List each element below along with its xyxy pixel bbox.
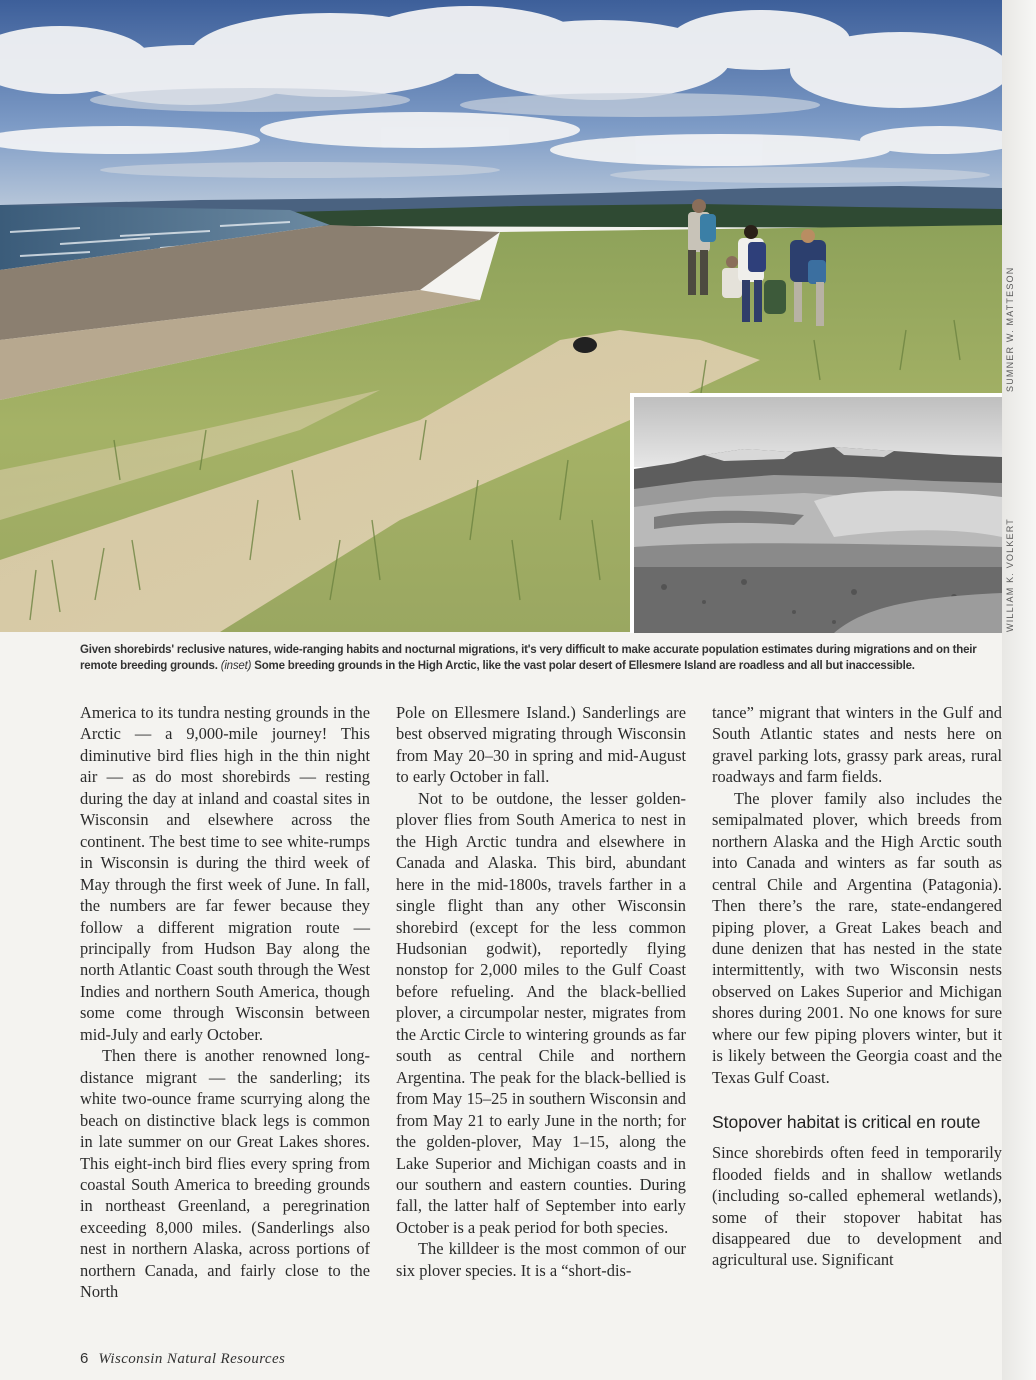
- article-column-3: [712, 702, 1002, 1271]
- paragraph: Since shorebirds often feed in temporarily flooded fields and in shallow wetlands (including so-called ephemeral wetlands), some of their stopover habitat has disappeared due to development and agricultural use. Significant: [712, 1143, 1002, 1270]
- paragraph: America to its tundra nesting grounds in the Arctic — a 9,000-mile journey! This diminutive bird flies high in the thin night air — as do most shorebirds — resting during the day at inland and coastal sites in Wisconsin and elsewhere across the continent. The best time to see white-rumps in Wisconsin is during the third week of May through the first week of June. In fall, the numbers are far fewer because they follow a different migration route — principally from Hudson Bay along the north Atlantic Coast south through the West Indies and northern South America, though some come through Wisconsin between mid-July and early October.: [80, 703, 370, 1044]
- page-footer: [80, 1350, 285, 1368]
- paragraph: The plover family also includes the semipalmated plover, which breeds from northern Alaska and the High Arctic south into Canada and winters as far south as central Chile and Argentina (Patagonia). Then there’s the rare, state-endangered piping plover, a Great Lakes beach and dune denizen that has nested in the state intermittently, with two Wisconsin nests observed on Lakes Superior and Michigan shores during 2001. No one knows for sure where our few piping plovers winter, but it is likely between the Georgia coast and the Texas Gulf Coast.: [712, 788, 1002, 1087]
- section-subhead: Stopover habitat is critical en route: [712, 1112, 981, 1133]
- main-photo-credit: SUMNER W. MATTESON: [1005, 266, 1015, 392]
- paragraph: tance” migrant that winters in the Gulf and South Atlantic states and nests here on gravel parking lots, grassy park areas, rural roadways and farm fields.: [712, 703, 1002, 787]
- inset-photo: [630, 393, 1002, 633]
- paragraph: Not to be outdone, the lesser golden-plover flies from South America to nest in the High Arctic tundra and elsewhere in Canada and Alaska. This bird, abundant here in the mid-1800s, travels farther in a single flight than any other Wisconsin shorebird (except for the less common Hudsonian godwit), reportedly flying nonstop for 2,000 miles to the Gulf Coast before refueling. And the black-bellied plover, a circumpolar nester, migrates from the Arctic Circle to wintering grounds as far south as central Chile and northern Argentina. The peak for the black-bellied is from May 15–25 in southern Wisconsin and from May 21 to early June in the north; for the golden-plover, May 1–15, along the Lake Superior and Michigan coasts and in our southern and eastern counties. During fall, the latter half of September into early October is a peak period for both species.: [396, 788, 686, 1237]
- paragraph: Then there is another renowned long-distance migrant — the sanderling; its white two-ounce frame scurrying along the beach on distinctive black legs is common in late summer on our Great Lakes shores. This eight-inch bird flies every spring from coastal South America to breeding grounds in northeast Greenland, a peregrination exceeding 8,000 miles. (Sanderlings also nest in northern Alaska, across portions of northern Canada, and fairly close to the North: [80, 1046, 370, 1302]
- caption-inset-text: Some breeding grounds in the High Arctic, like the vast polar desert of Ellesmere Island are roadless and all but inaccessible.: [254, 660, 915, 672]
- article-column-1: [80, 702, 370, 1303]
- paragraph: The killdeer is the most common of our six plover species. It is a “short-dis-: [396, 1239, 686, 1280]
- article-column-2: [396, 702, 686, 1281]
- photo-caption: [80, 642, 1000, 674]
- magazine-title: Wisconsin Natural Resources: [98, 1351, 286, 1367]
- paragraph: Pole on Ellesmere Island.) Sanderlings are best observed migrating through Wisconsin from May 20–30 in spring and mid-August to early October in fall.: [396, 703, 686, 787]
- caption-main-text: Given shorebirds' reclusive natures, wide-ranging habits and nocturnal migrations, it's very difficult to make accurate population estimates during migrations and on their remote breeding grounds.: [80, 644, 977, 672]
- arctic-landscape-illustration: [634, 397, 1002, 633]
- page-edge: [1002, 0, 1036, 1380]
- page-number: 6: [80, 1350, 89, 1367]
- inset-photo-credit: WILLIAM K. VOLKERT: [1005, 518, 1015, 632]
- caption-inset-tag: (inset): [220, 660, 252, 672]
